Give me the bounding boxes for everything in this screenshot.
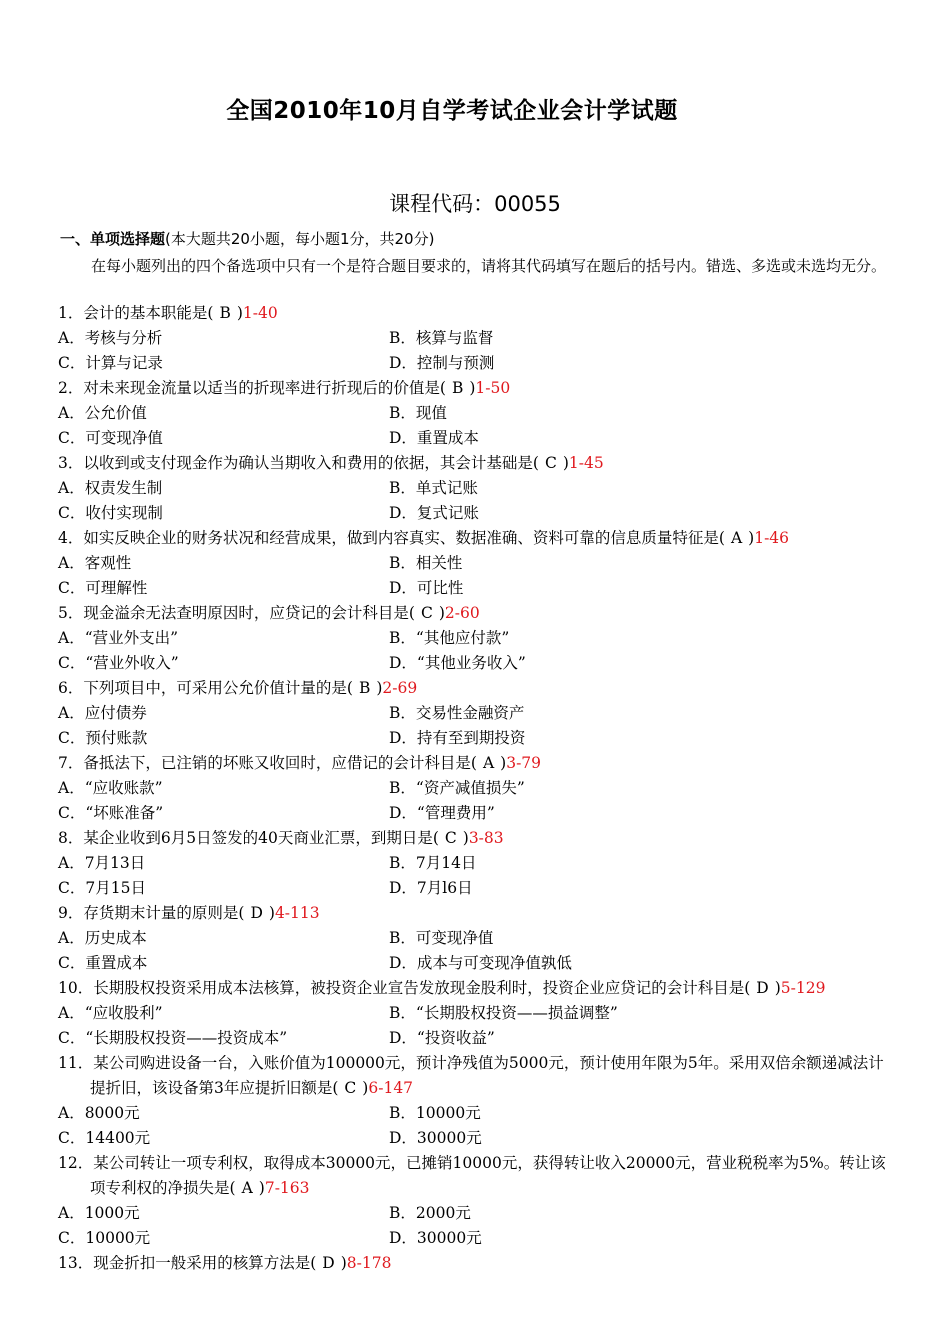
option: C．10000元 [58, 1229, 151, 1247]
option: B．现值 [389, 404, 447, 422]
option: A．公允价值 [58, 404, 147, 422]
question-number: 12． [58, 1154, 94, 1172]
question-answer: C [444, 829, 457, 847]
option: D．可比性 [389, 579, 464, 597]
question-answer: C [420, 604, 433, 622]
question-ref: 1-50 [475, 379, 511, 397]
question-number: 11． [58, 1054, 94, 1072]
question-number: 4． [58, 529, 84, 547]
option-row [58, 926, 894, 951]
option: A．“营业外支出” [58, 629, 179, 647]
question-number: 6． [58, 679, 84, 697]
question-text: 如实反映企业的财务状况和经营成果，做到内容真实、数据准确、资料可靠的信息质量特征是( [83, 529, 725, 547]
question-text: 对未来现金流量以适当的折现率进行折现后的价值是( [83, 379, 446, 397]
option: B．2000元 [389, 1204, 471, 1222]
question-close: ) [258, 1179, 265, 1197]
question-ref: 1-45 [568, 454, 604, 472]
option: A．客观性 [58, 554, 132, 572]
option-row [58, 851, 894, 876]
option-row [58, 351, 894, 376]
question-answer: A [730, 529, 743, 547]
option: D．“其他业务收入” [389, 654, 526, 672]
option-row [58, 501, 894, 526]
question-text: 会计的基本职能是( [83, 304, 214, 322]
question-stem [58, 901, 894, 926]
question-number: 5． [58, 604, 84, 622]
question-answer: D [322, 1254, 335, 1272]
question-close: ) [562, 454, 569, 472]
option-row [58, 1201, 894, 1226]
option: C．7月15日 [58, 879, 146, 897]
question-ref: 6-147 [368, 1079, 414, 1097]
option-row [58, 1001, 894, 1026]
option: B．单式记账 [389, 479, 478, 497]
option: D．成本与可变现净值孰低 [389, 954, 572, 972]
option-row [58, 951, 894, 976]
question-ref: 2-69 [382, 679, 418, 697]
option-row [58, 576, 894, 601]
question-answer: D [756, 979, 769, 997]
question-answer: B [358, 679, 371, 697]
question-ref: 7-163 [264, 1179, 310, 1197]
question-close: ) [469, 379, 476, 397]
question-ref: 5-129 [780, 979, 826, 997]
question-text: 现金折扣一般采用的核算方法是( [93, 1254, 317, 1272]
option-row [58, 1101, 894, 1126]
option-row [58, 701, 894, 726]
option: C．可变现净值 [58, 429, 163, 447]
question-stem [58, 451, 894, 476]
question-close: ) [774, 979, 781, 997]
question-stem [58, 376, 894, 401]
option: B．相关性 [389, 554, 463, 572]
question-text: 长期股权投资采用成本法核算，被投资企业宣告发放现金股利时，投资企业应贷记的会计科目是( [93, 979, 751, 997]
option: D．30000元 [389, 1229, 482, 1247]
question-list [58, 301, 894, 1276]
question-ref: 3-83 [468, 829, 504, 847]
question-close: ) [340, 1254, 347, 1272]
option-row [58, 476, 894, 501]
option: A．“应收股利” [58, 1004, 163, 1022]
question-answer: C [344, 1079, 357, 1097]
option: C．“营业外收入” [58, 654, 179, 672]
section-heading [60, 228, 434, 249]
question-close: ) [438, 604, 445, 622]
question-ref: 8-178 [346, 1254, 392, 1272]
option: A．“应收账款” [58, 779, 163, 797]
question-stem [58, 751, 894, 776]
question-number: 1． [58, 304, 84, 322]
option: B．可变现净值 [389, 929, 494, 947]
option: C．计算与记录 [58, 354, 163, 372]
question-answer: B [451, 379, 464, 397]
section-instruction: 在每小题列出的四个备选项中只有一个是符合题目要求的，请将其代码填写在题后的括号内。错选、多选或未选均无分。 [91, 257, 887, 275]
question-stem [58, 526, 894, 551]
option: D．30000元 [389, 1129, 482, 1147]
question-ref: 1-46 [754, 529, 790, 547]
question-number: 13． [58, 1254, 94, 1272]
option: D．持有至到期投资 [389, 729, 526, 747]
question-answer: A [482, 754, 495, 772]
option: B．“其他应付款” [389, 629, 510, 647]
question-close: ) [748, 529, 755, 547]
question-stem [58, 676, 894, 701]
question-stem [58, 601, 894, 626]
question-close: ) [268, 904, 275, 922]
question-close: ) [362, 1079, 369, 1097]
option-row [58, 626, 894, 651]
question-close: ) [462, 829, 469, 847]
option: D．重置成本 [389, 429, 479, 447]
question-number: 7． [58, 754, 84, 772]
question-text: 存货期末计量的原则是( [83, 904, 245, 922]
option: D．“投资收益” [389, 1029, 495, 1047]
option: C．“坏账准备” [58, 804, 164, 822]
page-title: 全国2010年10月自学考试企业会计学试题 [226, 98, 678, 124]
question-answer: A [241, 1179, 253, 1197]
option: A．考核与分析 [58, 329, 163, 347]
question-stem [58, 1151, 894, 1201]
question-ref: 2-60 [444, 604, 480, 622]
option: B．“长期股权投资——损益调整” [389, 1004, 618, 1022]
question-answer: D [250, 904, 263, 922]
option: A．应付债券 [58, 704, 147, 722]
option: B．交易性金融资产 [389, 704, 525, 722]
section-heading-meta: (本大题共20小题，每小题1分，共20分) [165, 230, 435, 248]
question-number: 2． [58, 379, 84, 397]
option: A．1000元 [58, 1204, 140, 1222]
option: A．8000元 [58, 1104, 140, 1122]
option-row [58, 426, 894, 451]
question-number: 3． [58, 454, 84, 472]
option: A．历史成本 [58, 929, 147, 947]
question-text: 以收到或支付现金作为确认当期收入和费用的依据，其会计基础是( [83, 454, 539, 472]
option: C．重置成本 [58, 954, 148, 972]
option: B．7月14日 [389, 854, 477, 872]
option: B．10000元 [389, 1104, 481, 1122]
option: D．“管理费用” [389, 804, 495, 822]
option-row [58, 726, 894, 751]
option: C．预付账款 [58, 729, 148, 747]
question-text: 某企业收到6月5日签发的40天商业汇票，到期日是( [83, 829, 439, 847]
section-heading-label: 一、单项选择题 [60, 230, 166, 248]
question-close: ) [500, 754, 507, 772]
question-stem [58, 976, 894, 1001]
option-row [58, 1126, 894, 1151]
option: C．收付实现制 [58, 504, 163, 522]
question-number: 8． [58, 829, 84, 847]
question-ref: 3-79 [506, 754, 542, 772]
question-stem [58, 826, 894, 851]
option: D．复式记账 [389, 504, 479, 522]
option-row [58, 1226, 894, 1251]
option-row [58, 401, 894, 426]
option: D．7月l6日 [389, 879, 473, 897]
option: A．7月13日 [58, 854, 146, 872]
question-number: 10． [58, 979, 94, 997]
option-row [58, 776, 894, 801]
question-answer: C [544, 454, 557, 472]
question-ref: 4-113 [274, 904, 320, 922]
option: B．“资产减值损失” [389, 779, 525, 797]
option: C．“长期股权投资——投资成本” [58, 1029, 288, 1047]
option-row [58, 801, 894, 826]
option-row [58, 1026, 894, 1051]
question-text: 备抵法下，已注销的坏账又收回时，应借记的会计科目是( [83, 754, 477, 772]
question-answer: B [219, 304, 231, 322]
question-ref: 1-40 [242, 304, 278, 322]
option: D．控制与预测 [389, 354, 495, 372]
question-stem [58, 301, 894, 326]
option: A．权责发生制 [58, 479, 163, 497]
course-code: 课程代码：00055 [389, 192, 561, 216]
question-number: 9． [58, 904, 84, 922]
question-close: ) [236, 304, 243, 322]
option-row [58, 651, 894, 676]
option-row [58, 876, 894, 901]
option-row [58, 551, 894, 576]
option: C．14400元 [58, 1129, 151, 1147]
question-text: 下列项目中，可采用公允价值计量的是( [83, 679, 353, 697]
question-stem [58, 1251, 894, 1276]
option: C．可理解性 [58, 579, 148, 597]
question-text: 某公司转让一项专利权，取得成本30000元，已摊销10000元，获得转让收入20000元，营业税税率为5%。转让该项专利权的净损失是( [90, 1154, 886, 1197]
option: B．核算与监督 [389, 329, 494, 347]
question-text: 现金溢余无法查明原因时，应贷记的会计科目是( [83, 604, 415, 622]
option-row [58, 326, 894, 351]
question-text: 某公司购进设备一台，入账价值为100000元，预计净残值为5000元，预计使用年限为5年。采用双倍余额递减法计提折旧，该设备第3年应提折旧额是( [90, 1054, 884, 1097]
question-stem [58, 1051, 894, 1101]
question-close: ) [376, 679, 383, 697]
